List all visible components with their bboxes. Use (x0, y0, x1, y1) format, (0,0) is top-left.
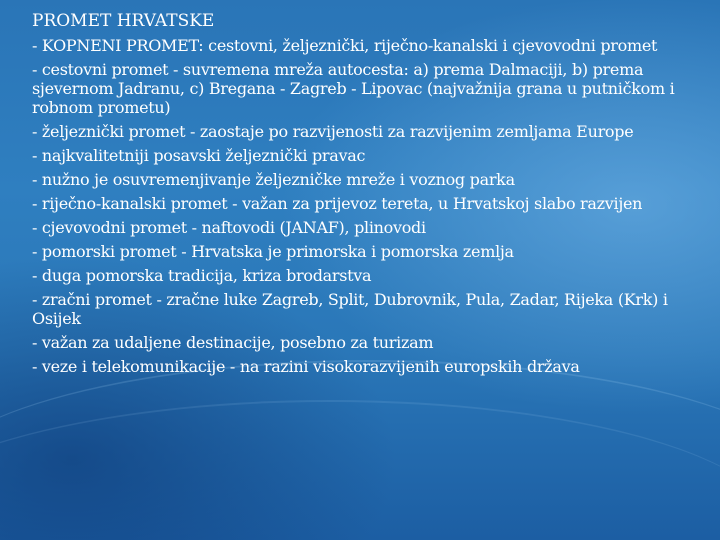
bullet-list (32, 36, 692, 376)
list-item: - riječno-kanalski promet - važan za prijevoz tereta, u Hrvatskoj slabo razvijen (32, 194, 643, 213)
decorative-swoosh (0, 400, 720, 540)
list-item: - zračni promet - zračne luke Zagreb, Split, Dubrovnik, Pula, Zadar, Rijeka (Krk) i Osijek (32, 290, 668, 328)
list-item: - duga pomorska tradicija, kriza brodarstva (32, 266, 372, 285)
slide-content (32, 10, 692, 376)
list-item: - nužno je osuvremenjivanje željezničke mreže i voznog parka (32, 170, 515, 189)
list-item: - pomorski promet - Hrvatska je primorska i pomorska zemlja (32, 242, 514, 261)
decorative-swoosh (0, 360, 720, 540)
list-item: - željeznički promet - zaostaje po razvijenosti za razvijenim zemljama Europe (32, 122, 634, 141)
list-item: - veze i telekomunikacije - na razini visokorazvijenih europskih država (32, 357, 580, 376)
list-item: - KOPNENI PROMET: cestovni, željeznički, riječno-kanalski i cjevovodni promet (32, 36, 658, 55)
list-item: - najkvalitetniji posavski željeznički pravac (32, 146, 366, 165)
list-item: - cestovni promet - suvremena mreža autocesta: a) prema Dalmaciji, b) prema sjevernom Jadranu, c) Bregana - Zagreb - Lipovac (najvažnija grana u putničkom i robnom prometu) (32, 60, 675, 117)
list-item: - cjevovodni promet - naftovodi (JANAF), plinovodi (32, 218, 426, 237)
slide-title: PROMET HRVATSKE (32, 11, 215, 31)
list-item: - važan za udaljene destinacije, posebno za turizam (32, 333, 434, 352)
